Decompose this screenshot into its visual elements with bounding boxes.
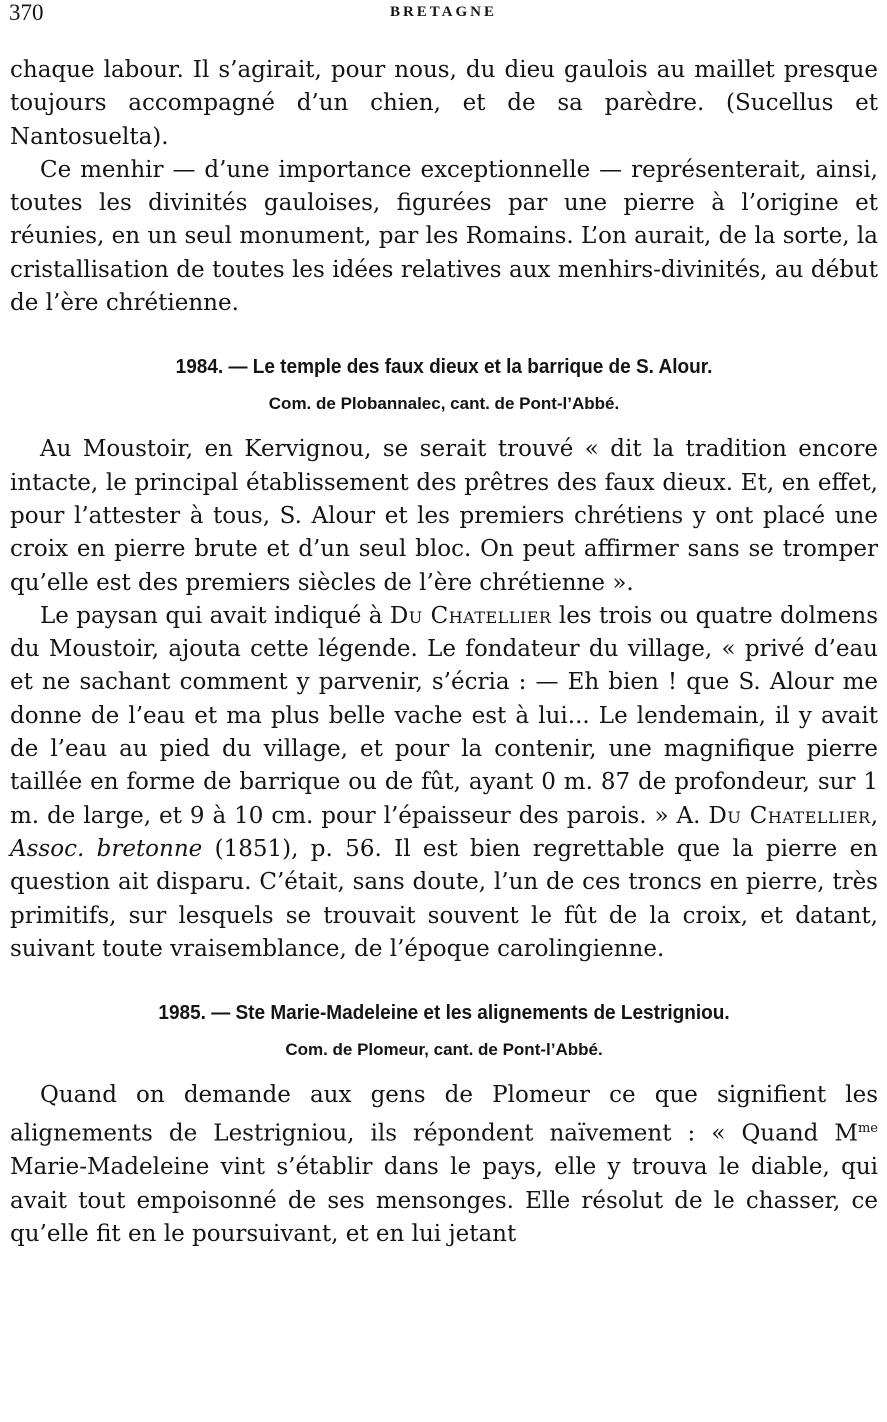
text-span: les trois ou quatre dolmens du Moustoir, ajouta cette légende. Le fondateur du village, « privé d’eau et ne sachant comment y parvenir, s’écria : — Eh bien ! que S. Alour me donne de l’eau et ma plus belle vache est à lui... Le lendemain, il y avait de l’eau au pied du village, et pour la contenir, une magnifique pierre taillée en forme de barrique ou de fût, ayant 0 m. 87 de profondeur, sur 1 m. de large, et 9 à 10 cm. pour l’épaisseur des parois. » A. [10, 602, 879, 829]
entry-1985-title: 1985. — Ste Marie-Madeleine et les alignements de Lestrigniou. [158, 1002, 730, 1025]
entry-1985-location: Com. de Plomeur, cant. de Pont-l’Abbé. [285, 1040, 603, 1060]
intro-paragraph-1: chaque labour. Il s’agirait, pour nous, du dieu gaulois au maillet presque toujours accompagné d’un chien, et de sa parèdre. (Sucellus et Nantosuelta). [10, 57, 878, 150]
entry-1985-paragraph-1 [10, 1079, 878, 1251]
entry-1985 [10, 1000, 878, 1251]
text-span: , [870, 802, 878, 829]
page-number: 370 [9, 0, 44, 25]
intro-paragraph-2: Ce menhir — d’une importance exceptionnelle — représenterait, ainsi, toutes les divinités gauloises, figurées par une pierre à l’origine et réunies, en un seul monument, par les Romains. L’on aurait, de la sorte, la cristallisation de toutes les idées relatives aux menhirs-divinités, au début de l’ère chrétienne. [10, 156, 878, 317]
running-title: BRETAGNE [389, 4, 498, 20]
entry-1984 [10, 354, 878, 966]
entry-1984-paragraph-2 [10, 600, 878, 966]
text-span: Marie-Madeleine vint s’établir dans le pays, elle y trouva le diable, qui avait tout empoisonné de ses mensonges. Elle résolut de le chasser, ce qu’elle fit en le poursuivant, et en lui jetant [10, 1154, 878, 1247]
entry-1984-location: Com. de Plobannalec, cant. de Pont-l’Abbé. [268, 394, 620, 414]
page-header [9, 0, 878, 26]
superscript: me [857, 1121, 878, 1137]
text-span: Le paysan qui avait indiqué à [40, 602, 390, 629]
entry-1984-paragraph-1: Au Moustoir, en Kervignou, se serait trouvé « dit la tradition encore intacte, le principal établissement des prêtres des faux dieux. Et, en effet, pour l’attester à tous, S. Alour et les premiers chrétiens y ont placé une croix en pierre brute et d’un seul bloc. On peut affirmer sans se tromper qu’elle est des premiers siècles de l’ère chrétienne ». [10, 436, 878, 596]
author-name: Du Chatellier [389, 602, 552, 629]
text-span: (1851), p. 56. Il est bien regrettable que la pierre en question ait disparu. C’était, sans doute, l’un de ces troncs en pierre, très primitifs, sur lesquels se trouvait souvent le fût de la croix, et datant, suivant toute vraisemblance, de l’époque carolingienne. [10, 835, 878, 962]
reference-title: Assoc. bretonne [10, 835, 203, 862]
text-span: Quand on demande aux gens de Plomeur ce que signifient les alignements de Lestrigniou, ils répondent naïvement : « Quand M [10, 1082, 878, 1148]
page-body [10, 54, 878, 1251]
author-name: Du Chatellier [708, 802, 871, 829]
entry-1984-title: 1984. — Le temple des faux dieux et la barrique de S. Alour. [175, 356, 713, 379]
